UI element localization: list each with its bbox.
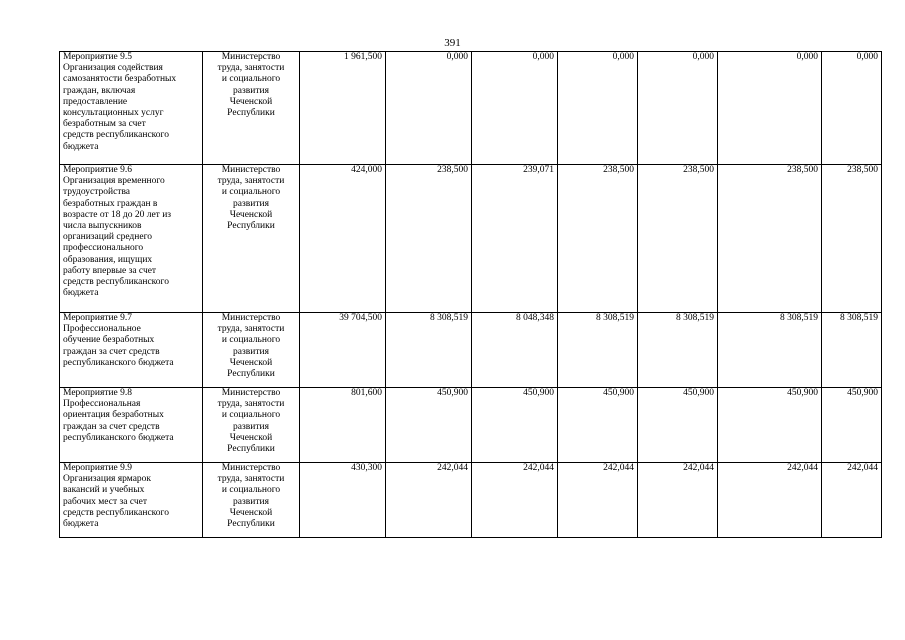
value-cell: 238,500 [386,165,472,313]
page-number: 391 [444,37,461,49]
value-cell: 0,000 [718,52,822,165]
value-cell: 242,044 [558,463,638,538]
measure-cell: Мероприятие 9.8 Профессиональная ориентация безработных граждан за счет средств республиканского бюджета [60,388,203,463]
value-cell: 430,300 [300,463,386,538]
value-cell: 0,000 [472,52,558,165]
value-cell: 450,900 [472,388,558,463]
value-cell: 0,000 [822,52,882,165]
value-cell: 8 308,519 [718,313,822,388]
executor-cell: Министерство труда, занятости и социального развития Чеченской Республики [203,52,300,165]
value-cell: 242,044 [638,463,718,538]
table-row [60,165,882,313]
measure-cell: Мероприятие 9.7 Профессиональное обучение безработных граждан за счет средств республиканского бюджета [60,313,203,388]
value-cell: 8 308,519 [386,313,472,388]
value-cell: 238,500 [638,165,718,313]
value-cell: 239,071 [472,165,558,313]
table-row [60,463,882,538]
table-row [60,313,882,388]
value-cell: 238,500 [822,165,882,313]
measure-cell: Мероприятие 9.5 Организация содействия самозанятости безработных граждан, включая предоставление консультационных услуг безработным за счет средств республиканского бюджета [60,52,203,165]
executor-cell: Министерство труда, занятости и социального развития Чеченской Республики [203,388,300,463]
value-cell: 450,900 [822,388,882,463]
value-cell: 450,900 [718,388,822,463]
value-cell: 8 048,348 [472,313,558,388]
value-cell: 8 308,519 [638,313,718,388]
executor-cell: Министерство труда, занятости и социального развития Чеченской Республики [203,165,300,313]
table-row [60,52,882,165]
value-cell: 238,500 [718,165,822,313]
value-cell: 242,044 [386,463,472,538]
value-cell: 0,000 [386,52,472,165]
executor-cell: Министерство труда, занятости и социального развития Чеченской Республики [203,463,300,538]
value-cell: 450,900 [386,388,472,463]
value-cell: 801,600 [300,388,386,463]
measure-cell: Мероприятие 9.6 Организация временного трудоустройства безработных граждан в возрасте от 18 до 20 лет из числа выпускников организаций среднего профессионального образования, ищущих работу впервые за счет средств республиканского бюджета [60,165,203,313]
value-cell: 1 961,500 [300,52,386,165]
value-cell: 8 308,519 [558,313,638,388]
table-row [60,388,882,463]
value-cell: 0,000 [638,52,718,165]
value-cell: 242,044 [472,463,558,538]
value-cell: 450,900 [558,388,638,463]
value-cell: 242,044 [718,463,822,538]
value-cell: 450,900 [638,388,718,463]
table-body [60,52,882,538]
budget-table [59,51,882,538]
value-cell: 8 308,519 [822,313,882,388]
value-cell: 0,000 [558,52,638,165]
measure-cell: Мероприятие 9.9 Организация ярмарок вакансий и учебных рабочих мест за счет средств республиканского бюджета [60,463,203,538]
value-cell: 424,000 [300,165,386,313]
value-cell: 39 704,500 [300,313,386,388]
executor-cell: Министерство труда, занятости и социального развития Чеченской Республики [203,313,300,388]
value-cell: 242,044 [822,463,882,538]
value-cell: 238,500 [558,165,638,313]
